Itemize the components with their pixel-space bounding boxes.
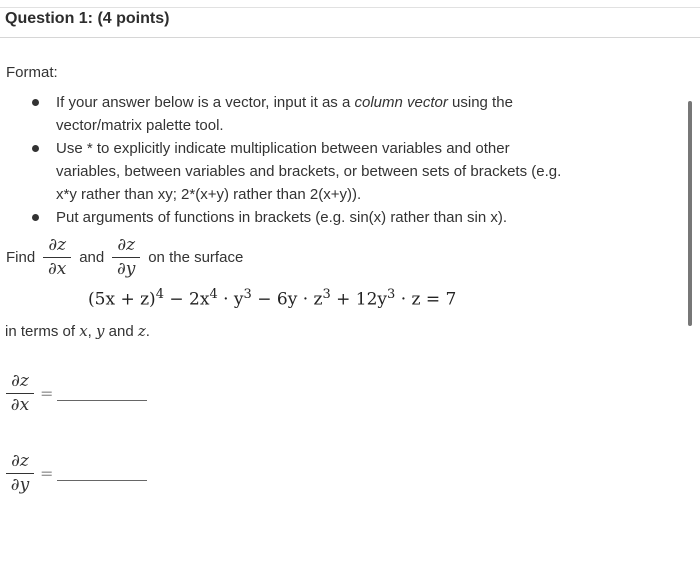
answer-dz-dy-row (6, 452, 147, 495)
instruction-multiplication: Use * to explicitly indicate multiplication between variables and other variables, between variables and brackets, or between sets of brackets (e.g. x*y rather than xy; 2*(x+y) rather than 2(x+y)). (30, 137, 570, 206)
answer-dz-dy-label: $\frac{\partial z}{\partial y}$ (6, 452, 34, 495)
and-word: and (79, 248, 105, 266)
problem-statement (6, 232, 243, 282)
partial-z-x-fraction: $\frac{\partial z}{\partial x}$ (43, 236, 71, 279)
vertical-scrollbar[interactable] (688, 101, 692, 326)
question-title: Question 1: (4 points) (5, 10, 170, 27)
equals-sign: = (40, 464, 54, 483)
answer-dz-dy-input[interactable] (57, 480, 147, 481)
bullet-icon (32, 99, 39, 106)
surface-equation: $(5x + z)^4 - 2x^4 \cdot y^3 - 6y \cdot z^3 + 12y^3 \cdot z = 7$ (88, 287, 457, 310)
equals-sign: = (40, 384, 54, 403)
terms-of-text: in terms of x, y and z. (5, 322, 150, 340)
answer-dz-dx-input[interactable] (57, 400, 147, 401)
on-surface-text: on the surface (148, 248, 244, 266)
partial-z-y-fraction: $\frac{\partial z}{\partial y}$ (112, 236, 140, 279)
instruction-functions: Put arguments of functions in brackets (e.g. sin(x) rather than sin x). (30, 206, 570, 229)
format-label: Format: (6, 64, 58, 81)
question-header (0, 7, 700, 38)
column-vector-emphasis: column vector (354, 94, 448, 111)
answer-dz-dx-label: $\frac{\partial z}{\partial x}$ (6, 372, 34, 415)
find-word: Find (6, 248, 36, 266)
bullet-icon (32, 145, 39, 152)
format-instructions-list (30, 91, 570, 229)
answer-dz-dx-row (6, 372, 147, 415)
instruction-vector: If your answer below is a vector, input it as a column vector using the vector/matrix palette tool. (30, 91, 570, 137)
bullet-icon (32, 214, 39, 221)
